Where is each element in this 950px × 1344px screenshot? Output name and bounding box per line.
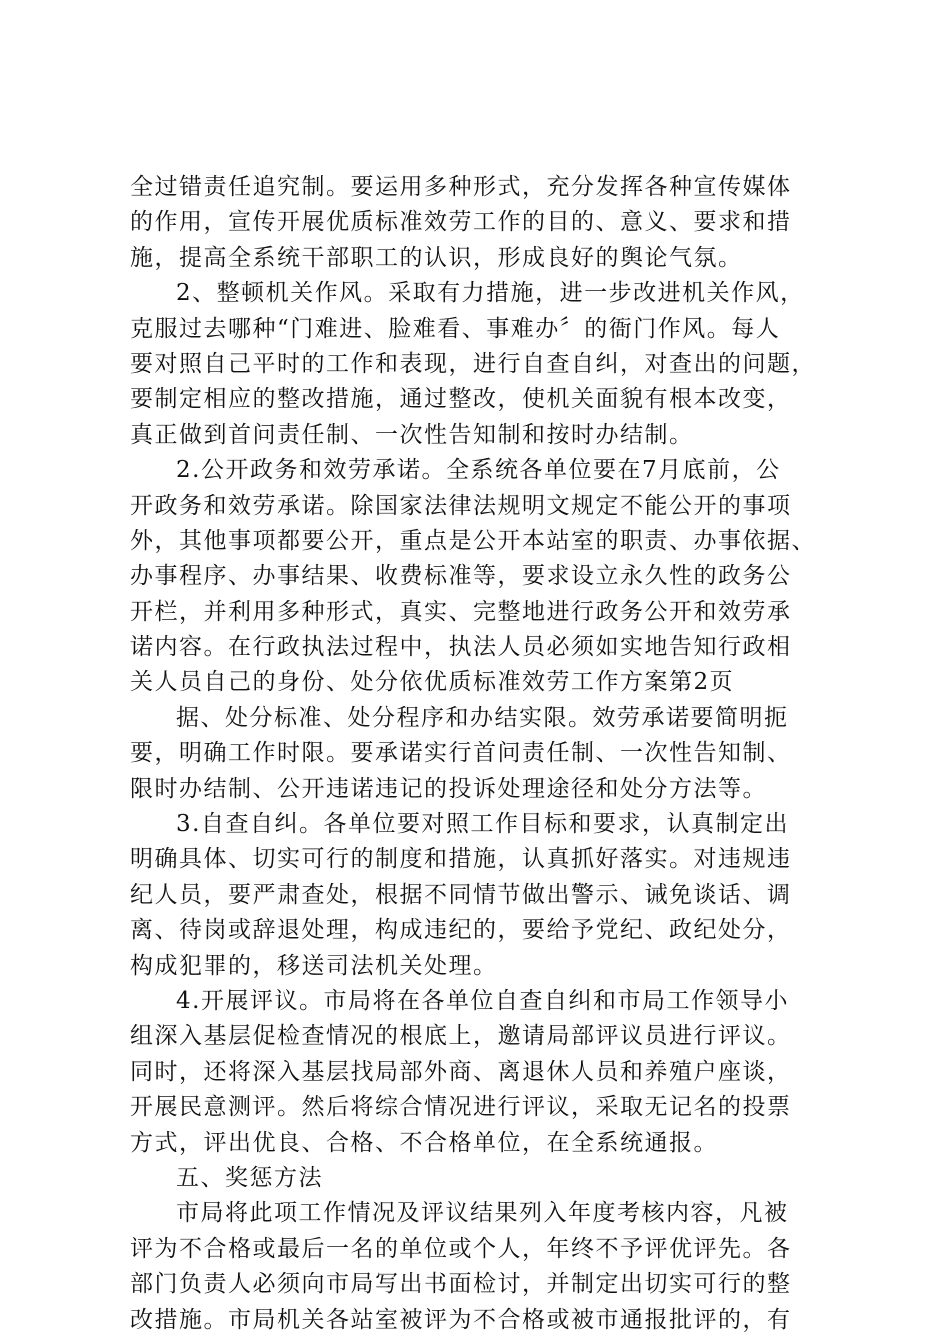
text-line: 同时，还将深入基层找局部外商、离退休人员和养殖户座谈， [130, 1058, 792, 1085]
text-line: 要制定相应的整改措施，通过整改，使机关面貌有根本改变， [130, 386, 792, 413]
text-line: 施，提高全系统干部职工的认识，形成良好的舆论气氛。 [130, 244, 743, 271]
text-line: 市局将此项工作情况及评议结果列入年度考核内容，凡被 [176, 1200, 789, 1227]
text-line: 关人员自己的身份、处分依优质标准效劳工作方案第2页 [130, 669, 735, 696]
text-line: 据、处分标准、处分程序和办结实限。效劳承诺要简明扼 [176, 704, 789, 731]
text-line: 开栏，并利用多种形式，真实、完整地进行政务公开和效劳承 [130, 598, 792, 625]
text-line: 构成犯罪的，移送司法机关处理。 [130, 952, 498, 979]
text-line: 真正做到首问责任制、一次性告知制和按时办结制。 [130, 421, 694, 448]
text-line: 3.自查自纠。各单位要对照工作目标和要求，认真制定出 [176, 811, 789, 838]
text-line: 要，明确工作时限。要承诺实行首问责任制、一次性告知制、 [130, 740, 792, 767]
text-line: 评为不合格或最后一名的单位或个人，年终不予评优评先。各 [130, 1235, 792, 1262]
text-line: 全过错责任追究制。要运用多种形式，充分发挥各种宣传媒体 [130, 174, 792, 200]
text-line: 改措施。市局机关各站室被评为不合格或被市通报批评的，有 [130, 1306, 792, 1333]
text-line: 办事程序、办事结果、收费标准等，要求设立永久性的政务公 [130, 563, 792, 590]
text-line: 限时办结制、公开违诺违记的投诉处理途径和处分方法等。 [130, 775, 767, 802]
text-line: 4.开展评议。市局将在各单位自查自纠和市局工作领导小 [176, 987, 789, 1014]
text-line: 2、整顿机关作风。采取有力措施，进一步改进机关作风， [176, 280, 805, 307]
text-line: 要对照自己平时的工作和表现，进行自查自纠，对查出的问题， [130, 350, 816, 377]
text-line: 诺内容。在行政执法过程中，执法人员必须如实地告知行政相 [130, 634, 792, 661]
text-line: 2.公开政务和效劳承诺。全系统各单位要在7月底前，公 [176, 457, 781, 484]
text-line: 纪人员，要严肃查处，根据不同情节做出警示、诫免谈话、调 [130, 881, 792, 908]
text-line: 开展民意测评。然后将综合情况进行评议，采取无记名的投票 [130, 1094, 792, 1121]
text-line: 部门负责人必须向市局写出书面检讨，并制定出切实可行的整 [130, 1271, 792, 1298]
text-line: 方式，评出优良、合格、不合格单位，在全系统通报。 [130, 1129, 718, 1156]
text-line: 离、待岗或辞退处理，构成违纪的，要给予党纪、政纪处分， [130, 917, 792, 944]
text-line: 五、奖惩方法 [176, 1164, 323, 1191]
text-line: 开政务和效劳承诺。除国家法律法规明文规定不能公开的事项 [130, 492, 792, 519]
text-line: 明确具体、切实可行的制度和措施，认真抓好落实。对违规违 [130, 846, 792, 873]
document-body-text [130, 170, 820, 1338]
text-line: 组深入基层促检查情况的根底上，邀请局部评议员进行评议。 [130, 1023, 792, 1050]
text-line: 克服过去哪种“门难进、脸难看、事难办〞的衙门作风。每人 [130, 315, 781, 342]
text-line: 的作用，宣传开展优质标准效劳工作的目的、意义、要求和措 [130, 209, 792, 236]
text-line: 外，其他事项都要公开，重点是公开本站室的职责、办事依据、 [130, 527, 816, 554]
